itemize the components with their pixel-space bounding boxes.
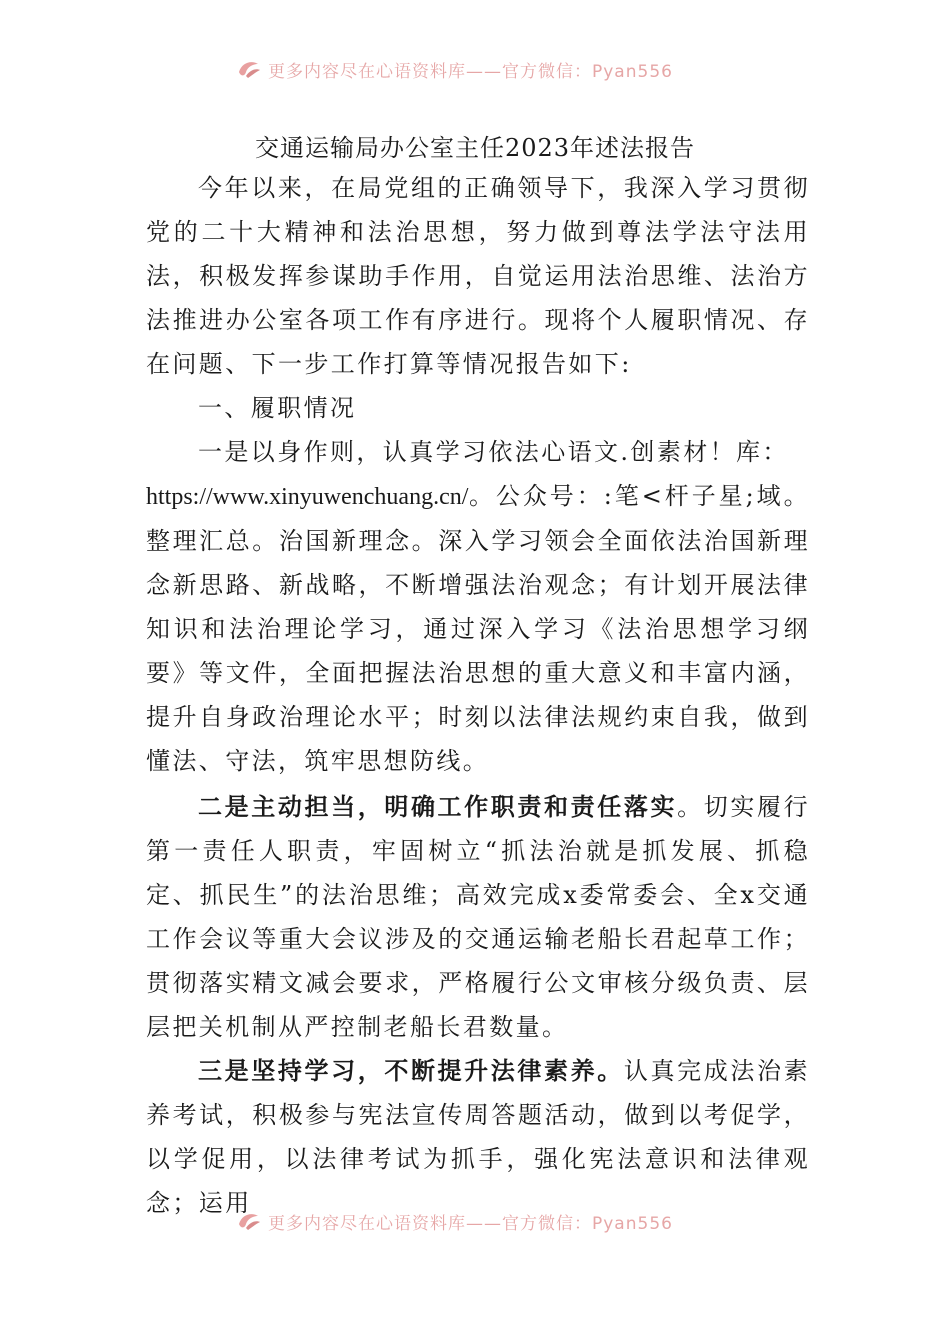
watermark-logo-icon (236, 58, 262, 80)
paragraph-three (146, 1049, 810, 1225)
watermark-logo-icon (236, 1210, 262, 1232)
paragraph-two-body: 。切实履行第一责任人职责，牢固树立“抓法治就是抓发展、抓稳定、抓民生”的法治思维；高效完成x委常委会、全x交通工作会议等重大会议涉及的交通运输老船长君起草工作；贯彻落实精文减会要求，严格履行公文审核分级负责、层层把关机制从严控制老船长君数量。 (146, 793, 810, 1041)
paragraph-three-lead: 三是坚持学习，不断提升法律素养。 (198, 1056, 624, 1085)
watermark-text: 更多内容尽在心语资料库——官方微信：Pyan556 (268, 1213, 673, 1234)
paragraph-one-continued (146, 474, 810, 783)
section-heading: 一、履职情况 (198, 394, 357, 422)
intro-paragraph: 今年以来，在局党组的正确领导下，我深入学习贯彻党的二十大精神和法治思想，努力做到尊法学法守法用法，积极发挥参谋助手作用，自觉运用法治思维、法治方法推进办公室各项工作有序进行。现将个人履职情况、存在问题、下一步工作打算等情况报告如下: (146, 174, 810, 378)
paragraph-one-after-link: 。公众号：:笔<杆子星;域。 (468, 482, 810, 510)
watermark-footer (236, 1206, 736, 1236)
website-link[interactable]: https://www.xinyuwenchuang.cn/ (146, 484, 469, 510)
watermark-header (236, 54, 736, 84)
paragraph-three-body: 认真完成法治素养考试，积极参与宪法宣传周答题活动，做到以考促学，以学促用，以法律考试为抓手，强化宪法意识和法律观念；运用 (146, 1057, 810, 1217)
paragraph-one-rest: 整理汇总。治国新理念。深入学习领会全面依法治国新理念新思路、新战略，不断增强法治观念；有计划开展法律知识和法治理论学习，通过深入学习《法治思想学习纲要》等文件，全面把握法治思想的重大意义和丰富内涵，提升自身政治理论水平；时刻以法律法规约束自我，做到懂法、守法，筑牢思想防线。 (146, 527, 810, 775)
paragraph-one-prefix: 一是以身作则，认真学习依法心语文.创素材！库： (198, 438, 789, 466)
document-body (146, 166, 810, 1225)
paragraph-two (146, 785, 810, 1049)
watermark-text: 更多内容尽在心语资料库——官方微信：Pyan556 (268, 61, 673, 82)
paragraph-two-lead: 二是主动担当，明确工作职责和责任落实 (198, 792, 678, 821)
document-title: 交通运输局办公室主任2023年述法报告 (254, 134, 696, 162)
paragraph-one (146, 430, 810, 474)
